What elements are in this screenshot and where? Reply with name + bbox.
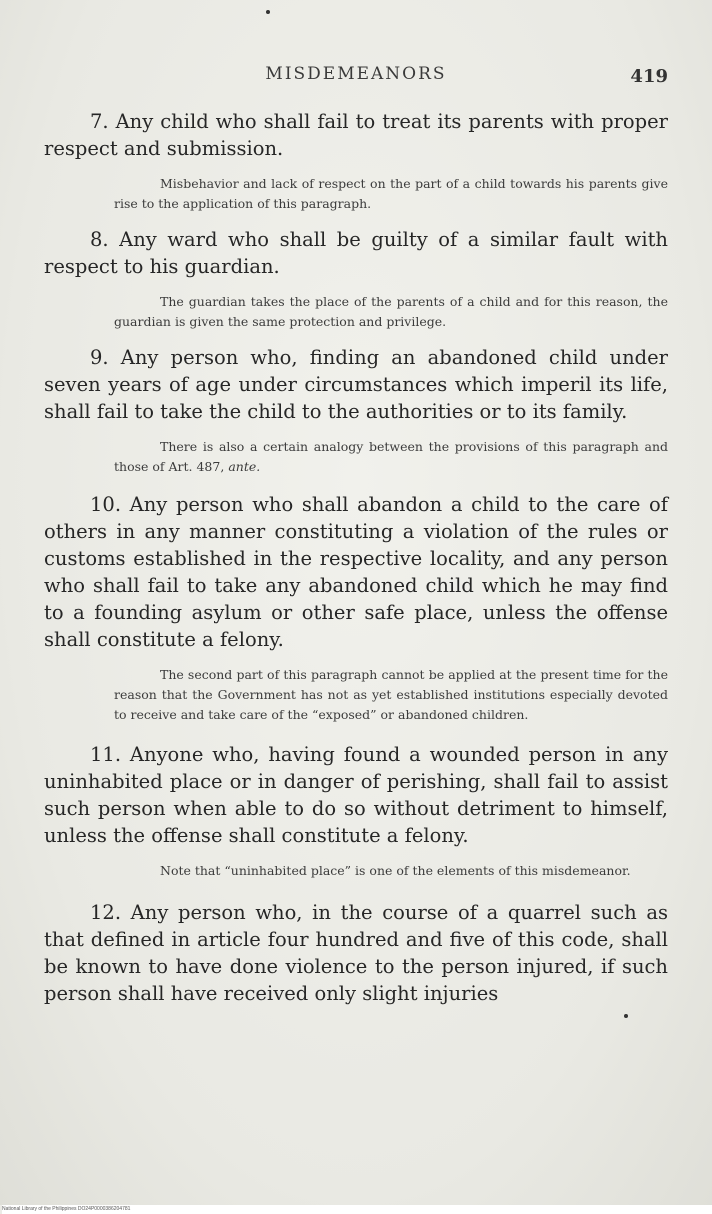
paragraph-11: 11. Anyone who, having found a wounded person in any uninhabited place or in danger of perishing, shall fail to assist such person when able to do so without detriment to himself, unless the offense shall constitute a felony. (44, 743, 668, 847)
note-paragraph-8: The guardian takes the place of the parents of a child and for this reason, the guardian is given the same protection and privilege. (114, 294, 668, 329)
page-number: 419 (630, 66, 668, 87)
page-body (44, 108, 668, 1007)
speck-dot (624, 1014, 628, 1018)
page-header (0, 60, 712, 90)
paragraph-8: 8. Any ward who shall be guilty of a similar fault with respect to his guardian. (44, 228, 668, 278)
note-paragraph-7: Misbehavior and lack of respect on the part of a child towards his parents give rise to the application of this paragraph. (114, 176, 668, 211)
library-stamp: National Library of the Philippines DO24P0000386204781 (2, 1205, 712, 1214)
note-paragraph-9-ante: ante. (228, 459, 261, 474)
note-paragraph-9-text: There is also a certain analogy between the provisions of this paragraph and those of Art. 487, (114, 439, 668, 474)
paragraph-9: 9. Any person who, finding an abandoned child under seven years of age under circumstances which imperil its life, shall fail to take the child to the authorities or to its family. (44, 346, 668, 423)
paragraph-10: 10. Any person who shall abandon a child to the care of others in any manner constituting a violation of the rules or customs established in the respective locality, and any person who shall fail to take any abandoned child which he may find to a founding asylum or other safe place, unless the offense shall constitute a felony. (44, 493, 668, 651)
specks (266, 10, 270, 14)
paragraph-12: 12. Any person who, in the course of a quarrel such as that defined in article four hundred and five of this code, shall be known to have done violence to the person injured, if such person shall have received only slight injuries (44, 901, 668, 1005)
paragraph-7: 7. Any child who shall fail to treat its parents with proper respect and submission. (44, 110, 668, 160)
note-paragraph-9 (114, 437, 668, 477)
note-paragraph-11: Note that “uninhabited place” is one of the elements of this misdemeanor. (160, 863, 631, 878)
note-paragraph-10: The second part of this paragraph cannot be applied at the present time for the reason that the Government has not as yet established institutions especially devoted to receive and take care of the “exposed” or abandoned children. (114, 667, 668, 722)
running-head: MISDEMEANORS (265, 64, 447, 84)
